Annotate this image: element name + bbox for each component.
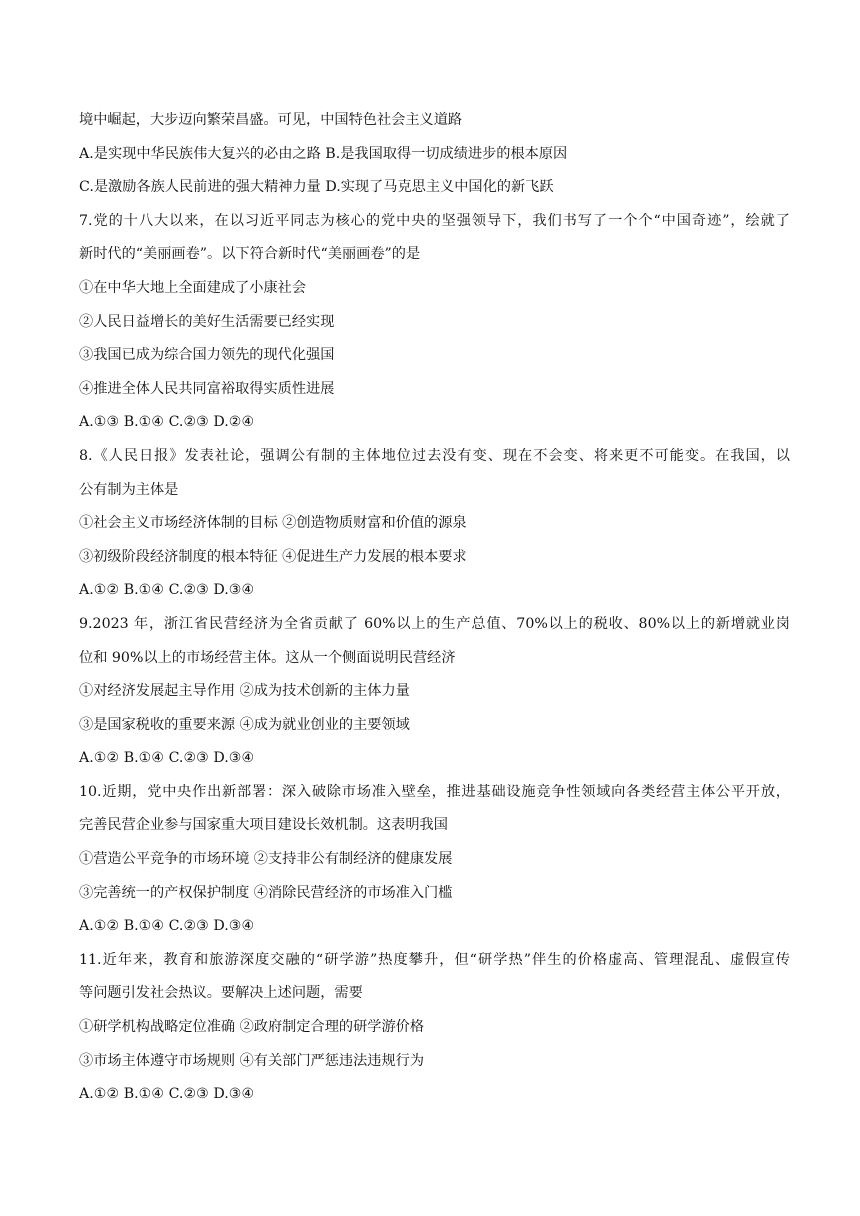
question-10-stem-line2: 完善民营企业参与国家重大项目建设长效机制。这表明我国 bbox=[79, 817, 448, 834]
question-9-statements-1-2: ①对经济发展起主导作用 ②成为技术创新的主体力量 bbox=[79, 683, 410, 700]
question-10-statements-3-4: ③完善统一的产权保护制度 ④消除民营经济的市场准入门槛 bbox=[79, 884, 453, 901]
question-8-stem-line2: 公有制为主体是 bbox=[79, 481, 179, 498]
question-7-statement-2: ②人民日益增长的美好生活需要已经实现 bbox=[79, 313, 335, 330]
question-7-statement-4: ④推进全体人民共同富裕取得实质性进展 bbox=[79, 380, 335, 397]
question-11-statements-1-2: ①研学机构战略定位准确 ②政府制定合理的研学游价格 bbox=[79, 1019, 425, 1036]
question-9-options: A.①② B.①④ C.②③ D.③④ bbox=[79, 750, 255, 767]
question-7-stem-line2: 新时代的“美丽画卷”。以下符合新时代“美丽画卷”的是 bbox=[79, 246, 421, 263]
question-9-statements-3-4: ③是国家税收的重要来源 ④成为就业创业的主要领域 bbox=[79, 716, 410, 733]
question-11-options: A.①② B.①④ C.②③ D.③④ bbox=[79, 1086, 255, 1103]
question-8-options: A.①② B.①④ C.②③ D.③④ bbox=[79, 582, 255, 599]
question-6-continuation: 境中崛起，大步迈向繁荣昌盛。可见，中国特色社会主义道路 bbox=[79, 112, 463, 128]
question-11-stem-line1: 11.近年来，教育和旅游深度交融的“研学游”热度攀升，但“研学热”伴生的价格虚高、管理混乱、虚假宣传 bbox=[79, 951, 790, 968]
question-6-options-cd: C.是激励各族人民前进的强大精神力量 D.实现了马克思主义中国化的新飞跃 bbox=[79, 179, 554, 196]
question-8-statements-1-2: ①社会主义市场经济体制的目标 ②创造物质财富和价值的源泉 bbox=[79, 515, 467, 532]
question-7-statement-3: ③我国已成为综合国力领先的现代化强国 bbox=[79, 347, 335, 364]
question-8-stem-line1: 8.《人民日报》发表社论，强调公有制的主体地位过去没有变、现在不会变、将来更不可能变。在我国，以 bbox=[79, 447, 790, 464]
question-7-statement-1: ①在中华大地上全面建成了小康社会 bbox=[79, 279, 307, 296]
question-10-options: A.①② B.①④ C.②③ D.③④ bbox=[79, 918, 255, 935]
question-11-stem-line2: 等问题引发社会热议。要解决上述问题，需要 bbox=[79, 985, 363, 1002]
question-6-options-ab: A.是实现中华民族伟大复兴的必由之路 B.是我国取得一切成绩进步的根本原因 bbox=[79, 145, 568, 162]
question-7-options: A.①③ B.①④ C.②③ D.②④ bbox=[79, 414, 255, 431]
question-11-statements-3-4: ③市场主体遵守市场规则 ④有关部门严惩违法违规行为 bbox=[79, 1052, 425, 1069]
question-10-statements-1-2: ①营造公平竞争的市场环境 ②支持非公有制经济的健康发展 bbox=[79, 851, 453, 868]
question-9-stem-line2: 位和 90%以上的市场经营主体。这从一个侧面说明民营经济 bbox=[79, 649, 456, 666]
question-9-stem-line1: 9.2023 年，浙江省民营经济为全省贡献了 60%以上的生产总值、70%以上的税收、80%以上的新增就业岗 bbox=[79, 615, 790, 632]
question-10-stem-line1: 10.近期，党中央作出新部署：深入破除市场准入壁垒，推进基础设施竞争性领域向各类经营主体公平开放， bbox=[79, 783, 790, 800]
question-8-statements-3-4: ③初级阶段经济制度的根本特征 ④促进生产力发展的根本要求 bbox=[79, 548, 467, 565]
question-7-stem-line1: 7.党的十八大以来，在以习近平同志为核心的党中央的坚强领导下，我们书写了一个个“中国奇迹”，绘就了 bbox=[79, 212, 790, 229]
